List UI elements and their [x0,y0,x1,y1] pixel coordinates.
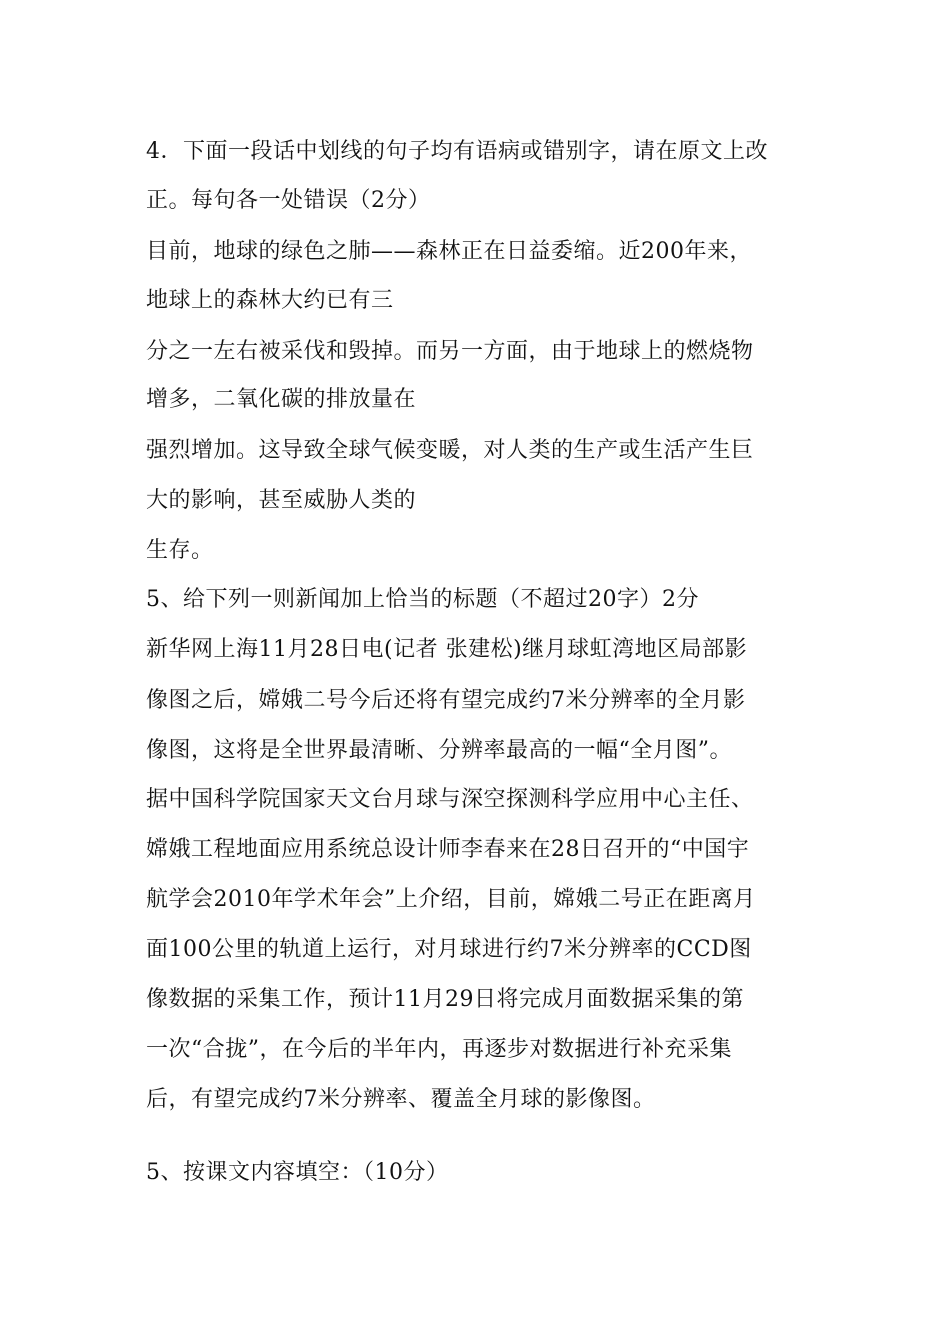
text-line: 嫦娥工程地面应用系统总设计师李春来在28日召开的“中国宇 [146,837,750,862]
text-line: 航学会2010年学术年会”上介绍，目前，嫦娥二号正在距离月 [146,887,756,912]
text-line: 新华网上海11月28日电(记者 张建松)继月球虹湾地区局部影 [146,637,748,662]
text-line: 像数据的采集工作，预计11月29日将完成月面数据采集的第 [146,987,744,1012]
question-heading: 5、按课文内容填空：（10分） [146,1160,449,1185]
text-line: 像图，这将是全世界最清晰、分辨率最高的一幅“全月图”。 [146,738,732,763]
text-line: 目前，地球的绿色之肺——森林正在日益委缩。近200年来， [146,239,752,264]
question-heading: 5、给下列一则新闻加上恰当的标题（不超过20字）2分 [146,587,699,612]
text-line: 正。每句各一处错误（2分） [146,188,431,213]
text-line: 生存。 [146,538,214,563]
text-line: 4．下面一段话中划线的句子均有语病或错别字，请在原文上改 [146,139,768,164]
text-line: 一次“合拢”，在今后的半年内，再逐步对数据进行补充采集 [146,1037,732,1062]
text-line: 强烈增加。这导致全球气候变暖，对人类的生产或生活产生巨 [146,438,754,463]
text-line: 据中国科学院国家天文台月球与深空探测科学应用中心主任、 [146,787,754,812]
text-line: 地球上的森林大约已有三 [146,288,394,313]
text-line: 后，有望完成约7米分辨率、覆盖全月球的影像图。 [146,1087,656,1112]
text-line: 大的影响，甚至威胁人类的 [146,488,417,513]
text-line: 分之一左右被采伐和毁掉。而另一方面，由于地球上的燃烧物 [146,339,754,364]
text-line: 像图之后，嫦娥二号今后还将有望完成约7米分辨率的全月影 [146,688,746,713]
text-line: 增多，二氧化碳的排放量在 [146,387,417,412]
text-line: 面100公里的轨道上运行，对月球进行约7米分辨率的CCD图 [146,937,752,962]
